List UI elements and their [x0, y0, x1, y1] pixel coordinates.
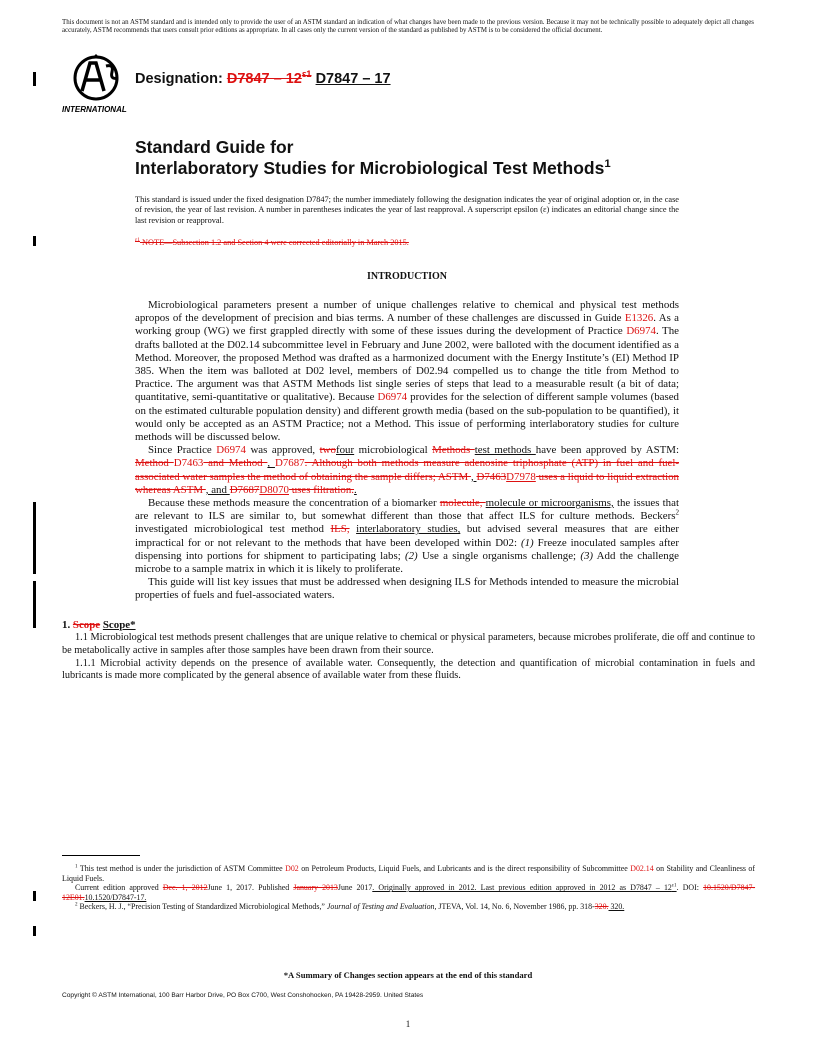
- footnote-1-edition: Current edition approved Dec. 1, 2012June 1, 2017. Published January 2013June 2017. Originally approved in 2012. Last previous edition approved in 2012 as $D7847 - 12^{\varepsilon 1}$. DOI: 10.1520/D7847-12E01.10.1520/D7847-17.: [62, 882, 756, 902]
- change-bar: [33, 502, 36, 574]
- change-bar: [33, 617, 36, 628]
- change-bar: [33, 236, 36, 246]
- footnotes: [62, 864, 755, 912]
- link-d7687[interactable]: D7687: [274, 457, 305, 470]
- scope-body: [62, 632, 755, 683]
- epsilon-note: $^{\varepsilon 1}$ NOTE—Subsection 1.2 and Section 4 were corrected editorially in March 2015.: [135, 237, 409, 247]
- link-d6974[interactable]: D6974: [216, 444, 246, 457]
- link-d02[interactable]: D02: [285, 864, 299, 873]
- link-d7463[interactable]: D7463: [476, 470, 507, 483]
- change-bar: [33, 926, 36, 936]
- title-line-2: Interlaboratory Studies for Microbiological Test Methods$^1$: [135, 158, 611, 178]
- footnote-1: $^1$ This test method is under the jurisdiction of ASTM Committee D02 on Petroleum Products, Liquid Fuels, and Lubricants and is the direct responsibility of Subcommittee D02.14 on Stability and Cleanliness of Liquid Fuels.: [62, 863, 756, 883]
- link-d7978[interactable]: D7978: [506, 470, 536, 483]
- footnote-2: $^2$ Beckers, H. J., “Precision Testing of Standardized Microbiological Methods,” Journal of Testing and Evaluation, JTEVA, Vol. 14, No. 6, November 1986, pp. 318-320. 320.: [75, 901, 625, 912]
- link-d7687[interactable]: D7687: [229, 483, 260, 496]
- designation-label: Designation:: [135, 71, 223, 87]
- designation-new: D7847 – 17: [315, 71, 391, 87]
- change-bar: [33, 72, 36, 86]
- link-d6974[interactable]: D6974: [377, 391, 408, 404]
- link-d7463[interactable]: D7463: [173, 457, 204, 470]
- introduction-body: [135, 299, 679, 603]
- link-section[interactable]: 4: [264, 238, 269, 247]
- designation-old: $D7847 - 12^{\varepsilon 1}$: [226, 68, 312, 87]
- astm-logo-icon: [62, 54, 130, 118]
- scope-1-1: 1.1 Microbiological test methods present challenges that are unique relative to chemical or physical parameters, because microbes proliferate, die off and continue to be metabolically active in samples after those samples have been drawn from their source.: [62, 632, 755, 656]
- summary-of-changes-note: *A Summary of Changes section appears at the end of this standard: [283, 970, 533, 980]
- scope-heading: 1. Scope Scope*: [62, 619, 136, 631]
- logo-international-text: INTERNATIONAL: [62, 105, 127, 114]
- document-title: [135, 137, 611, 179]
- introduction-heading: INTRODUCTION: [366, 271, 447, 282]
- intro-paragraph-4: This guide will list key issues that must be addressed when designing ILS for Methods intended to measure the microbial properties of fuels and fuel-associated waters.: [135, 576, 679, 602]
- title-line-1: Standard Guide for: [135, 137, 294, 157]
- link-d02-14[interactable]: D02.14: [630, 864, 654, 873]
- intro-paragraph-3: Because these methods measure the concentration of a biomarker molecule, molecule or microorganisms, the issues that are relevant to ILS are similar to, but somewhat different than those that affect ILS for culture methods. Beckers$^2$ investigated microbiological test method ILS, interlaboratory studies, but advised several measures that are either impractical for or not relevant to the methods that have been developed within D02: (1) Freeze inoculated samples after dispensing into portions for shipment to participating labs; (2) Use a single organisms challenge; (3) Add the challenge microbe to a sample matrix in which it is likely to proliferate.: [135, 497, 679, 576]
- scope-1-1-1: 1.1.1 Microbial activity depends on the presence of available water. Consequently, the detection and quantification of microbial contamination in fuels and lubricants is made more complicated by the general absence of available water from these fluids.: [62, 657, 755, 682]
- link-e1326[interactable]: E1326: [624, 312, 654, 325]
- link-d8070[interactable]: D8070: [259, 483, 289, 496]
- footnote-divider: [62, 855, 140, 856]
- intro-paragraph-1: Microbiological parameters present a number of unique challenges relative to chemical and physical test methods apropos of the development of precision and bias terms. A number of these challenges are discussed in Guide E1326. As a working group (WG) we first grappled directly with some of these issues during the development of Practice D6974. The drafts balloted at the D02.14 subcommittee level in February and June 2002, were balloted with the document identified as a Method. Moreover, the proposed Method was drafted as a harmonized document with the Energy Institute’s (EI) Method IP 385. When the item was balloted at D02 level, members of D02.94 compelled us to change the title from Method to Practice. The argument was that ASTM Methods list single series of steps that lead to a measurable result (a bit of data; quantitative, semi-quantitative or qualitative). Because D6974 provides for the selection of different sample volumes (based on the estimated culturable population density) and different growth media (based on the sub-population to be quantified), it would only be accepted as an ASTM Practice; not a Method. This issue of performing interlaboratory studies for culture methods will be discussed below.: [135, 299, 680, 444]
- copyright-line: Copyright © ASTM International, 100 Barr Harbor Drive, PO Box C700, West Conshohocken, PA 19428-2959. United States: [62, 992, 424, 999]
- link-d6974[interactable]: D6974: [626, 325, 656, 338]
- astm-logo: [62, 54, 130, 118]
- link-subsection[interactable]: 1.2: [210, 238, 222, 247]
- page-number: 1: [405, 1019, 411, 1029]
- disclaimer-text: This document is not an ASTM standard and is intended only to provide the user of an ASTM standard an indication of what changes have been made to the previous version. Because it may not be technically possible to adequately depict all changes accurately, ASTM recommends that users consult prior editions as appropriate. In all cases only the current version of the standard as published by ASTM is to be considered the official document.: [62, 19, 754, 35]
- intro-paragraph-2: Since Practice D6974 was approved, twofour microbiological Methods test methods have been approved by ASTM: Method D7463 and Method , D7687. Although both methods measure adenosine triphosphate (ATP) in fuel and fuel-associated water samples the method of obtaining the sample differs; ASTM , D7463D7978 uses a liquid to liquid extraction whereas ASTM , and D7687D8070 uses filtration..: [135, 444, 680, 496]
- change-bar: [33, 891, 36, 901]
- designation: [135, 68, 391, 87]
- issued-note: This standard is issued under the fixed designation D7847; the number immediately following the designation indicates the year of original adoption or, in the case of revision, the year of last revision. A number in parentheses indicates the year of last reapproval. A superscript epsilon (ε) indicates an editorial change since the last revision or reapproval.: [135, 195, 679, 225]
